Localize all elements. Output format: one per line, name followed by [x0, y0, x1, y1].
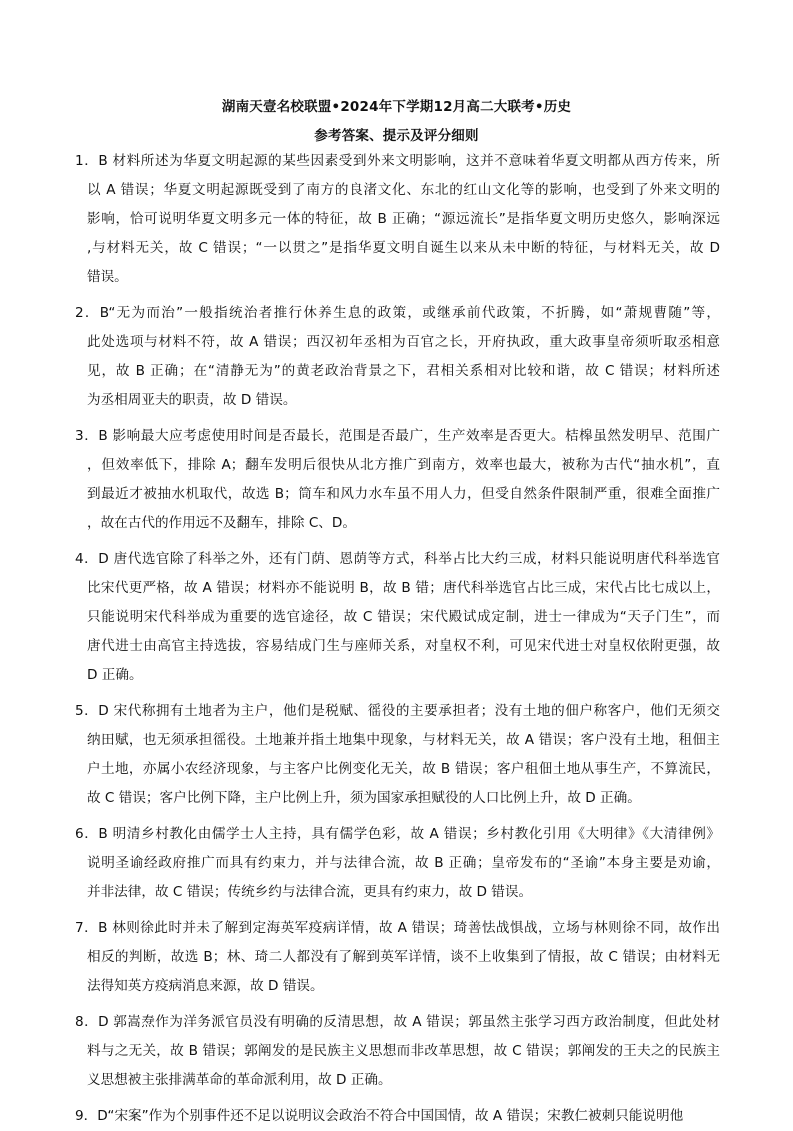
answer-item [75, 422, 720, 538]
answer-item-line: 此处选项与材料不符，故 A 错误；西汉初年丞相为百官之长，开府执政，重大政事皇帝须听取丞相意 [87, 334, 720, 350]
answer-item-line: ,与材料无关，故 C 错误；“一以贯之”是指华夏文明自诞生以来从未中断的特征，与材料无关，故 D [87, 240, 720, 256]
answer-item-first-line: 3．B 影响最大应考虑使用时间是否最长，范围是否最广，生产效率是否更大。桔槔虽然发明早、范围广 [75, 428, 720, 444]
answer-item [75, 1008, 720, 1095]
answer-item [75, 299, 720, 415]
answer-item-line: 只能说明宋代科举成为重要的选官途径，故 C 错误；宋代殿试成定制，进士一律成为“天子门生”，而 [87, 609, 720, 625]
answer-item-line: 相反的判断，故选 B；林、琦二人都没有了解到英军详情，谈不上收集到了情报，故 C 错误；由材料无 [87, 949, 720, 965]
answer-item [75, 820, 720, 907]
answer-item-line: 错误。 [87, 269, 128, 285]
answer-item [75, 147, 720, 292]
answer-item-line: 并非法律，故 C 错误；传统乡约与法律合流，更具有约束力，故 D 错误。 [87, 884, 533, 900]
document-subtitle: 参考答案、提示及评分细则 [314, 128, 479, 144]
answer-item-first-line: 9．D“宋案”作为个别事件还不足以说明议会政治不符合中国国情，故 A 错误；宋教仁被刺只能说明他 [75, 1108, 684, 1124]
answer-item-line: 故 C 错误；客户比例下降，主户比例上升，须为国家承担赋役的人口比例上升，故 D 正确。 [87, 790, 641, 806]
answer-item-line: 说明圣谕经政府推广而具有约束力，并与法律合流，故 B 正确；皇帝发布的“圣谕”本身主要是劝谕， [87, 855, 720, 871]
answer-item-line: 为丞相周亚夫的职责，故 D 错误。 [87, 392, 297, 408]
answer-item-line: 比宋代更严格，故 A 错误；材料亦不能说明 B，故 B 错；唐代科举选官占比三成，宋代占比七成以上， [87, 580, 720, 596]
answer-item-line: ，但效率低下，排除 A；翻车发明后很快从北方推广到南方，效率也最大，被称为古代“抽水机”，直 [87, 457, 720, 473]
answer-item-line: 料与之无关，故 B 错误；郭阐发的是民族主义思想而非改革思想，故 C 错误；郭阐发的王夫之的民族主 [87, 1043, 720, 1059]
answer-item-first-line: 2．B“无为而治”一般指统治者推行休养生息的政策，或继承前代政策，不折腾，如“萧规曹随”等， [75, 305, 720, 321]
answer-item-line: D 正确。 [87, 667, 143, 683]
answer-item-line: 见，故 B 正确；在“清静无为”的黄老政治背景之下，君相关系相对比较和谐，故 C 错误；材料所述 [87, 363, 720, 379]
answer-item-line: 影响，恰可说明华夏文明多元一体的特征，故 B 正确；“源远流长”是指华夏文明历史悠久，影响深远 [87, 211, 720, 227]
answer-item-line: 纳田赋，也无须承担徭役。土地兼并指土地集中现象，与材料无关，故 A 错误；客户没有土地，租佃主 [87, 732, 720, 748]
answer-item-line: 以 A 错误；华夏文明起源既受到了南方的良渚文化、东北的红山文化等的影响，也受到了外来文明的 [87, 182, 720, 198]
answer-item-first-line: 6．B 明清乡村教化由儒学士人主持，具有儒学色彩，故 A 错误；乡村教化引用《大明律》《大清律例》 [75, 826, 720, 842]
document-title: 湖南天壹名校联盟•2024年下学期12月高二大联考•历史 [221, 99, 572, 115]
answer-item-first-line: 1．B 材料所述为华夏文明起源的某些因素受到外来文明影响，这并不意味着华夏文明都从西方传来，所 [75, 153, 720, 169]
answer-item-line: 义思想被主张排满革命的革命派利用，故 D 正确。 [87, 1072, 392, 1088]
answer-item-line: 法得知英方疫病消息来源，故 D 错误。 [87, 978, 324, 994]
answer-item [75, 1102, 720, 1131]
answer-item-line: 唐代进士由高官主持选拔，容易结成门生与座师关系，对皇权不利，可见宋代进士对皇权依附更强，故 [87, 638, 720, 654]
answer-item-line: 到最近才被抽水机取代，故选 B；筒车和风力水车虽不用人力，但受自然条件限制严重，很难全面推广 [87, 486, 720, 502]
answer-item-first-line: 5．D 宋代称拥有土地者为主户，他们是税赋、徭役的主要承担者；没有土地的佃户称客户，他们无须交 [75, 703, 720, 719]
answer-item [75, 545, 720, 690]
answer-item-line: ，故在古代的作用远不及翻车，排除 C、D。 [87, 515, 356, 531]
answer-item-line: 户土地，亦属小农经济现象，与主客户比例变化无关，故 B 错误；客户租佃土地从事生产，不算流民， [87, 761, 720, 777]
answer-item [75, 914, 720, 1001]
answer-item-first-line: 4．D 唐代选官除了科举之外，还有门荫、恩荫等方式，科举占比大约三成，材料只能说明唐代科举选官 [75, 551, 720, 567]
answer-item [75, 697, 720, 813]
answer-item-first-line: 8．D 郭嵩焘作为洋务派官员没有明确的反清思想，故 A 错误；郭虽然主张学习西方政治制度，但此处材 [75, 1014, 720, 1030]
answer-item-first-line: 7．B 林则徐此时并未了解到定海英军疫病详情，故 A 错误；琦善怯战惧战，立场与林则徐不同，故作出 [75, 920, 720, 936]
